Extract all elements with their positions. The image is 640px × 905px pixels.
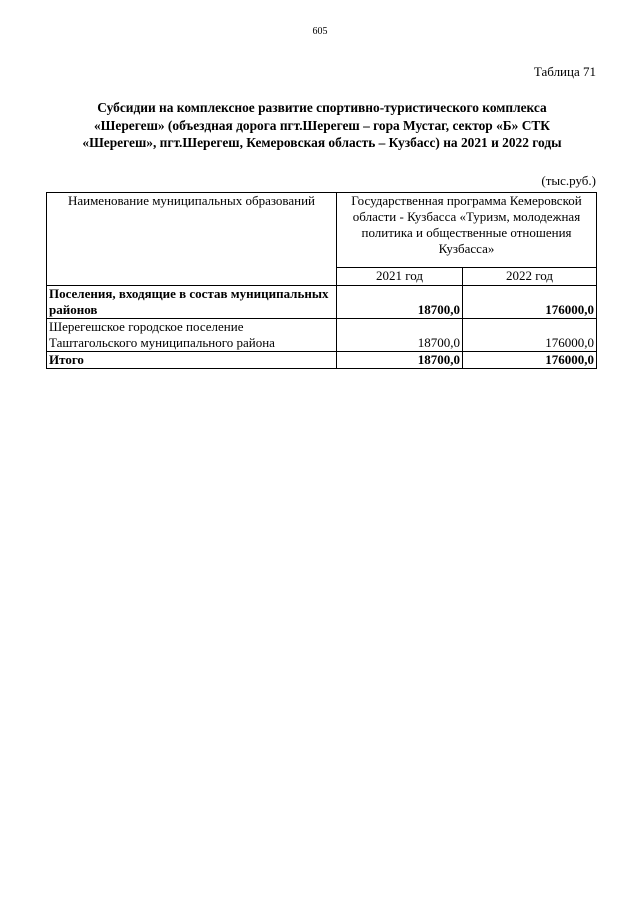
header-year-2022: 2022 год (463, 268, 597, 286)
row-value-2022: 176000,0 (463, 319, 597, 352)
title-line: «Шерегеш» (объездная дорога пгт.Шерегеш – гора Мустаг, сектор «Б» СТК (93, 117, 551, 133)
row-value-2021: 18700,0 (337, 286, 463, 319)
row-name: Итого (47, 352, 337, 369)
document-title (46, 99, 598, 152)
row-name: Поселения, входящие в состав муниципальных районов (47, 286, 337, 319)
row-value-2021: 18700,0 (337, 352, 463, 369)
page-number: 605 (312, 26, 328, 37)
header-name-column: Наименование муниципальных образований (47, 193, 337, 286)
units-label: (тыс.руб.) (541, 173, 596, 188)
row-value-2022: 176000,0 (463, 352, 597, 369)
header-program: Государственная программа Кемеровской области - Кузбасса «Туризм, молодежная политика и общественные отношения Кузбасса» (337, 193, 597, 268)
row-value-2022: 176000,0 (463, 286, 597, 319)
row-value-2021: 18700,0 (337, 319, 463, 352)
table-row-total (47, 352, 597, 369)
title-line: Субсидии на комплексное развитие спортивно-туристического комплекса (97, 100, 547, 115)
table-header-row (47, 193, 597, 268)
table-row (47, 319, 597, 352)
row-name: Шерегешское городское поселение Таштагольского муниципального района (47, 319, 337, 352)
subsidy-table (46, 192, 597, 369)
table-label: Таблица 71 (533, 64, 596, 79)
title-line: «Шерегеш», пгт.Шерегеш, Кемеровская область – Кузбасс) на 2021 и 2022 годы (82, 135, 562, 150)
table-row (47, 286, 597, 319)
header-year-2021: 2021 год (337, 268, 463, 286)
